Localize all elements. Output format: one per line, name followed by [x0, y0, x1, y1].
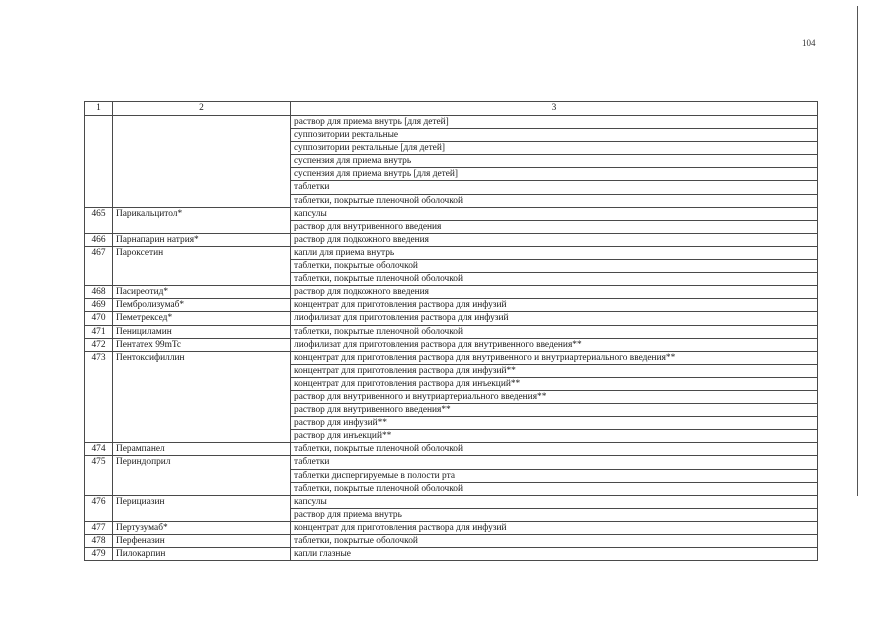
drug-name-cell — [112, 181, 290, 194]
drug-name-cell — [112, 377, 290, 390]
row-number-cell — [85, 469, 113, 482]
drug-name-cell: Пилокарпин — [112, 548, 290, 561]
drug-name-cell: Пембролизумаб* — [112, 299, 290, 312]
dosage-form-cell: раствор для инфузий** — [291, 417, 818, 430]
table-row — [85, 233, 818, 246]
dosage-form-cell: раствор для внутривенного и внутриартериального введения** — [291, 390, 818, 403]
drug-name-cell — [112, 155, 290, 168]
drug-name-cell — [112, 168, 290, 181]
table-row — [85, 142, 818, 155]
dosage-form-cell: суспензия для приема внутрь — [291, 155, 818, 168]
row-number-cell: 478 — [85, 535, 113, 548]
drug-name-cell — [112, 220, 290, 233]
drug-name-cell — [112, 390, 290, 403]
dosage-form-cell: концентрат для приготовления раствора для инфузий — [291, 299, 818, 312]
drug-name-cell — [112, 469, 290, 482]
table-row — [85, 325, 818, 338]
dosage-form-cell: таблетки — [291, 181, 818, 194]
table-row — [85, 430, 818, 443]
table-row — [85, 246, 818, 259]
header-col-number: 1 — [85, 102, 113, 116]
table-row — [85, 299, 818, 312]
row-number-cell: 469 — [85, 299, 113, 312]
table-row — [85, 364, 818, 377]
dosage-form-cell: таблетки, покрытые оболочкой — [291, 535, 818, 548]
table-row — [85, 495, 818, 508]
drug-name-cell — [112, 364, 290, 377]
row-number-cell: 474 — [85, 443, 113, 456]
table-row — [85, 194, 818, 207]
table-row — [85, 535, 818, 548]
table-row — [85, 456, 818, 469]
table-row — [85, 377, 818, 390]
dosage-form-cell: суппозитории ректальные — [291, 129, 818, 142]
row-number-cell: 465 — [85, 207, 113, 220]
row-number-cell: 467 — [85, 246, 113, 259]
row-number-cell — [85, 377, 113, 390]
drug-name-cell: Пеметрексед* — [112, 312, 290, 325]
dosage-form-cell: концентрат для приготовления раствора для инфузий** — [291, 364, 818, 377]
dosage-form-cell: капсулы — [291, 495, 818, 508]
row-number-cell: 475 — [85, 456, 113, 469]
row-number-cell — [85, 430, 113, 443]
row-number-cell: 473 — [85, 351, 113, 364]
table-row — [85, 273, 818, 286]
row-number-cell — [85, 508, 113, 521]
row-number-cell — [85, 273, 113, 286]
row-number-cell: 468 — [85, 286, 113, 299]
row-number-cell — [85, 404, 113, 417]
drug-name-cell — [112, 129, 290, 142]
header-col-name: 2 — [112, 102, 290, 116]
table-row — [85, 207, 818, 220]
row-number-cell: 466 — [85, 233, 113, 246]
row-number-cell — [85, 142, 113, 155]
dosage-form-cell: концентрат для приготовления раствора для инъекций** — [291, 377, 818, 390]
row-number-cell — [85, 260, 113, 273]
dosage-form-cell: лиофилизат для приготовления раствора для инфузий — [291, 312, 818, 325]
row-number-cell — [85, 417, 113, 430]
drug-name-cell: Пентатех 99mTc — [112, 338, 290, 351]
drug-name-cell: Пенициламин — [112, 325, 290, 338]
table-row — [85, 116, 818, 129]
table-row — [85, 168, 818, 181]
dosage-form-cell: таблетки диспергируемые в полости рта — [291, 469, 818, 482]
table-row — [85, 286, 818, 299]
dosage-form-cell: раствор для приема внутрь — [291, 508, 818, 521]
dosage-form-cell: капли глазные — [291, 548, 818, 561]
drug-name-cell — [112, 142, 290, 155]
row-number-cell — [85, 116, 113, 129]
table-row — [85, 129, 818, 142]
dosage-form-cell: капли для приема внутрь — [291, 246, 818, 259]
table-row — [85, 469, 818, 482]
drug-name-cell — [112, 116, 290, 129]
table-row — [85, 390, 818, 403]
table-row — [85, 417, 818, 430]
page-number: 104 — [802, 38, 816, 48]
drug-name-cell — [112, 273, 290, 286]
drug-name-cell — [112, 194, 290, 207]
table-row — [85, 351, 818, 364]
dosage-form-cell: таблетки, покрытые пленочной оболочкой — [291, 482, 818, 495]
row-number-cell — [85, 168, 113, 181]
drug-name-cell: Перфеназин — [112, 535, 290, 548]
header-col-form: 3 — [291, 102, 818, 116]
table-header-row — [85, 102, 818, 116]
row-number-cell — [85, 364, 113, 377]
dosage-form-cell: раствор для подкожного введения — [291, 233, 818, 246]
dosage-form-cell: раствор для подкожного введения — [291, 286, 818, 299]
row-number-cell — [85, 220, 113, 233]
row-number-cell: 471 — [85, 325, 113, 338]
table-row — [85, 548, 818, 561]
row-number-cell: 476 — [85, 495, 113, 508]
table-row — [85, 443, 818, 456]
drug-name-cell — [112, 482, 290, 495]
drug-name-cell: Пароксетин — [112, 246, 290, 259]
dosage-form-cell: концентрат для приготовления раствора для инфузий — [291, 521, 818, 534]
table-row — [85, 521, 818, 534]
drug-name-cell — [112, 508, 290, 521]
row-number-cell: 479 — [85, 548, 113, 561]
dosage-form-cell: суппозитории ректальные [для детей] — [291, 142, 818, 155]
dosage-form-cell: таблетки, покрытые оболочкой — [291, 260, 818, 273]
table-row — [85, 155, 818, 168]
drug-table — [84, 101, 818, 561]
table-row — [85, 220, 818, 233]
table-row — [85, 508, 818, 521]
drug-name-cell — [112, 404, 290, 417]
dosage-form-cell: раствор для внутривенного введения — [291, 220, 818, 233]
dosage-form-cell: раствор для приема внутрь [для детей] — [291, 116, 818, 129]
row-number-cell — [85, 129, 113, 142]
dosage-form-cell: концентрат для приготовления раствора для внутривенного и внутриартериального введения** — [291, 351, 818, 364]
drug-name-cell: Периндоприл — [112, 456, 290, 469]
row-number-cell: 472 — [85, 338, 113, 351]
table-row — [85, 338, 818, 351]
table-row — [85, 312, 818, 325]
table-row — [85, 260, 818, 273]
drug-name-cell: Пертузумаб* — [112, 521, 290, 534]
drug-name-cell: Перициазин — [112, 495, 290, 508]
row-number-cell — [85, 390, 113, 403]
row-number-cell — [85, 181, 113, 194]
dosage-form-cell: таблетки, покрытые пленочной оболочкой — [291, 325, 818, 338]
dosage-form-cell: раствор для внутривенного введения** — [291, 404, 818, 417]
drug-name-cell — [112, 417, 290, 430]
row-number-cell: 470 — [85, 312, 113, 325]
drug-name-cell: Парнапарин натрия* — [112, 233, 290, 246]
row-number-cell — [85, 482, 113, 495]
dosage-form-cell: капсулы — [291, 207, 818, 220]
dosage-form-cell: таблетки — [291, 456, 818, 469]
drug-name-cell: Пентоксифиллин — [112, 351, 290, 364]
scan-edge-line — [857, 6, 858, 496]
drug-table-body — [85, 102, 818, 561]
dosage-form-cell: таблетки, покрытые пленочной оболочкой — [291, 273, 818, 286]
drug-name-cell: Перампанел — [112, 443, 290, 456]
row-number-cell: 477 — [85, 521, 113, 534]
table-row — [85, 404, 818, 417]
dosage-form-cell: лиофилизат для приготовления раствора для внутривенного введения** — [291, 338, 818, 351]
drug-name-cell: Пасиреотид* — [112, 286, 290, 299]
drug-name-cell — [112, 260, 290, 273]
dosage-form-cell: таблетки, покрытые пленочной оболочкой — [291, 443, 818, 456]
dosage-form-cell: суспензия для приема внутрь [для детей] — [291, 168, 818, 181]
drug-name-cell: Парикальцитол* — [112, 207, 290, 220]
table-row — [85, 482, 818, 495]
table-row — [85, 181, 818, 194]
dosage-form-cell: таблетки, покрытые пленочной оболочкой — [291, 194, 818, 207]
row-number-cell — [85, 155, 113, 168]
drug-name-cell — [112, 430, 290, 443]
row-number-cell — [85, 194, 113, 207]
dosage-form-cell: раствор для инъекций** — [291, 430, 818, 443]
